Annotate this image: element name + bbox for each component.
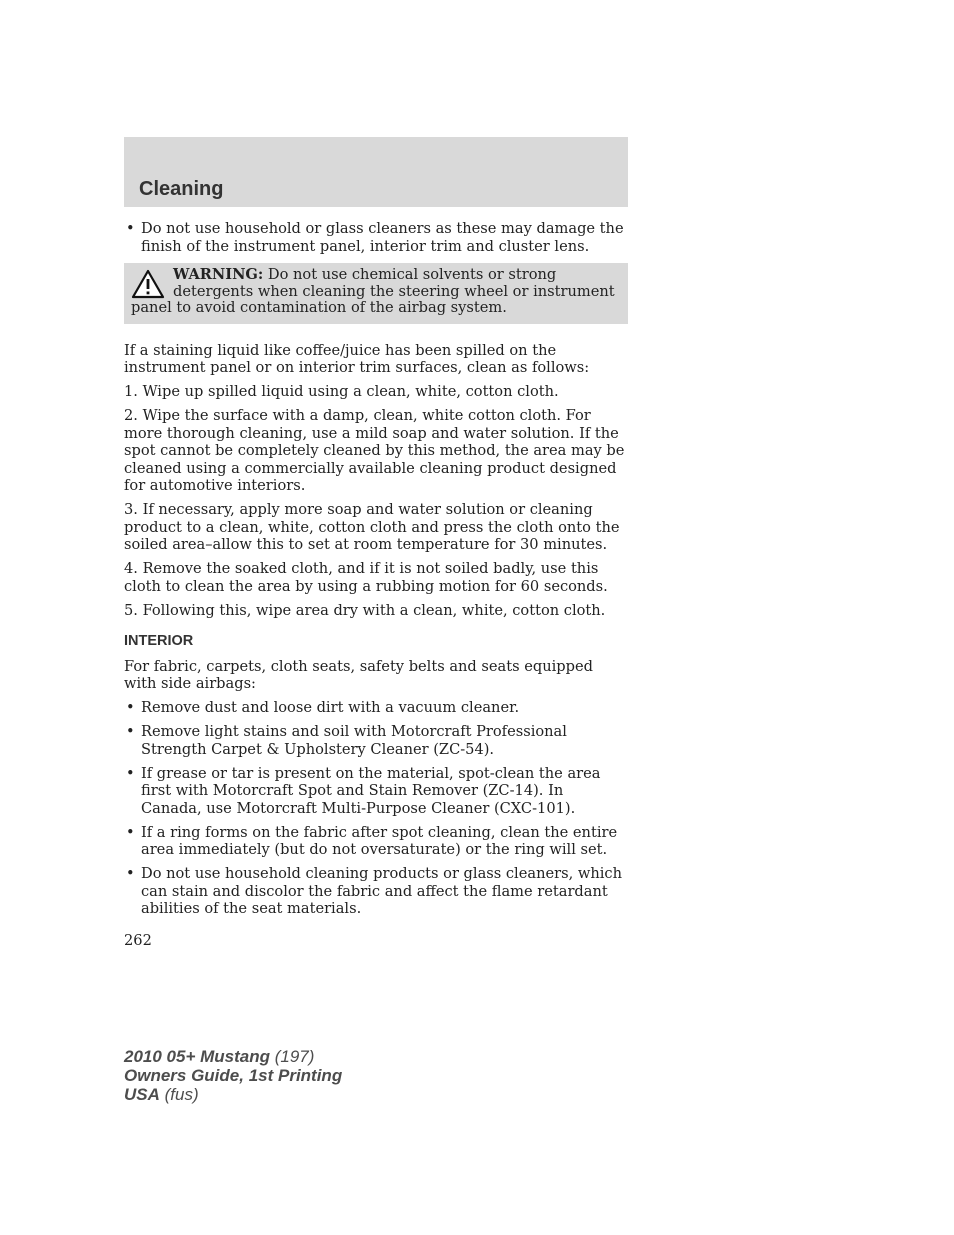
footer-model-code: (197) (274, 1047, 315, 1066)
footer-model: 2010 05+ Mustang (124, 1047, 270, 1066)
footer-line-2 (124, 1066, 342, 1085)
step-1: 1. Wipe up spilled liquid using a clean, white, cotton cloth. (124, 383, 559, 400)
staining-intro: If a staining liquid like coffee/juice has been spilled on the instrument panel or on interior trim surfaces, clean as follows: (124, 341, 590, 376)
footer-line-3 (124, 1085, 342, 1104)
warning-box (124, 263, 628, 324)
footer-line-1 (124, 1047, 342, 1066)
section-header-band (124, 137, 628, 207)
warning-text: Do not use chemical solvents or strong detergents when cleaning the steering wheel or instrument panel to avoid contamination of the airbag system. (131, 266, 615, 316)
document-footer (124, 1047, 342, 1104)
step-2: 2. Wipe the surface with a damp, clean, white cotton cloth. For more thorough cleaning, use a mild soap and water solution. If the spot cannot be completely cleaned by this method, the area may be cleaned using a commercially available cleaning product designed for automotive interiors. (124, 407, 625, 494)
interior-intro: For fabric, carpets, cloth seats, safety belts and seats equipped with side airbags: (124, 657, 593, 692)
page-content (124, 220, 628, 949)
page-number: 262 (124, 931, 152, 949)
step-5: 5. Following this, wipe area dry with a clean, white, cotton cloth. (124, 601, 606, 619)
intro-bullet: • Do not use household or glass cleaners as these may damage the finish of the instrument panel, interior trim and cluster lens. (124, 220, 628, 255)
interior-bullet-5: • Do not use household cleaning products or glass cleaners, which can stain and discolor the fabric and affect the flame retardant abilities of the seat materials. (124, 865, 628, 918)
warning-label: WARNING: (173, 266, 264, 283)
footer-market-code: (fus) (164, 1085, 199, 1104)
step-4: 4. Remove the soaked cloth, and if it is not soiled badly, use this cloth to clean the area by using a rubbing motion for 60 seconds. (124, 560, 608, 595)
footer-printing: Owners Guide, 1st Printing (124, 1066, 343, 1085)
interior-bullet-2: • Remove light stains and soil with Motorcraft Professional Strength Carpet & Upholstery Cleaner (ZC-54). (124, 723, 628, 758)
interior-bullet-1: • Remove dust and loose dirt with a vacuum cleaner. (124, 699, 628, 717)
warning-triangle-icon (131, 269, 165, 299)
step-3: 3. If necessary, apply more soap and water solution or cleaning product to a clean, white, cotton cloth and press the cloth onto the soiled area–allow this to set at room temperature for 30 minutes. (124, 501, 620, 553)
interior-bullet-4: • If a ring forms on the fabric after spot cleaning, clean the entire area immediately (but do not oversaturate) or the ring will set. (124, 824, 628, 859)
interior-heading: INTERIOR (124, 633, 194, 649)
interior-bullet-3: • If grease or tar is present on the material, spot-clean the area first with Motorcraft Spot and Stain Remover (ZC-14). In Canada, use Motorcraft Multi-Purpose Cleaner (CXC-101). (124, 765, 628, 818)
section-title: Cleaning (139, 178, 224, 200)
footer-market: USA (124, 1085, 160, 1104)
